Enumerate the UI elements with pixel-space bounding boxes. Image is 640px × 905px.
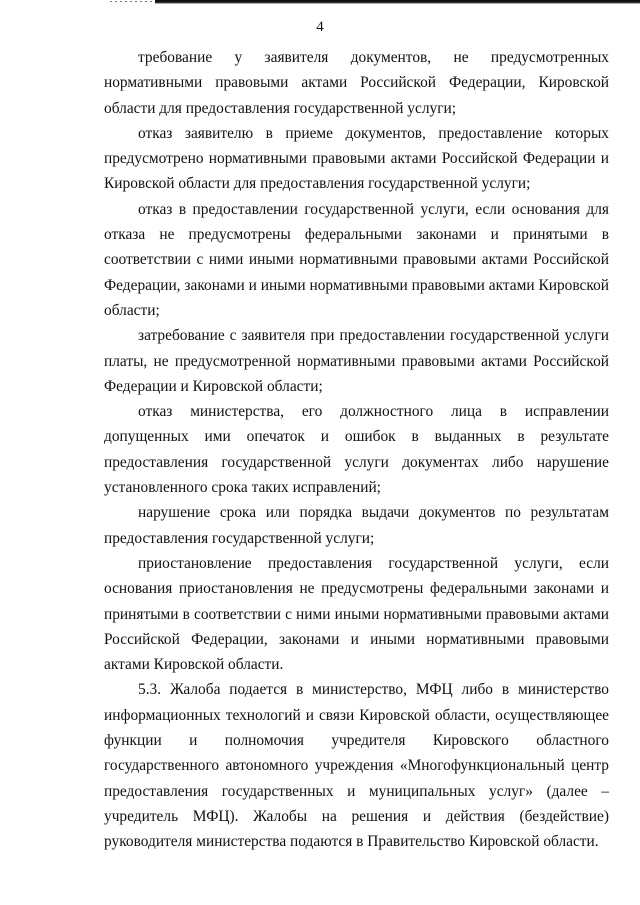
scan-edge-artifact bbox=[110, 1, 155, 2]
paragraph-refusal-acceptance: отказ заявителю в приеме документов, предоставление которых предусмотрено нормативными правовыми актами Российской Федерации и Кировской области для предоставления государственной услуги; bbox=[104, 124, 609, 193]
paragraph-issue-violation: нарушение срока или порядка выдачи документов по результатам предоставления государственной услуги; bbox=[104, 504, 609, 547]
document-body bbox=[104, 45, 609, 855]
paragraph-fee-demand: затребование с заявителя при предоставлении государственной услуги платы, не предусмотренной нормативными правовыми актами Российской Федерации и Кировской области; bbox=[104, 327, 609, 395]
page-number: 4 bbox=[316, 19, 324, 35]
scan-edge-artifact bbox=[155, 0, 640, 4]
paragraph-refusal-correction: отказ министерства, его должностного лица в исправлении допущенных ими опечаток и ошибок в выданных в результате предоставления государственной услуги документах либо нарушение установленного срока таких исправлений; bbox=[104, 403, 609, 497]
paragraph-suspension: приостановление предоставления государственной услуги, если основания приостановления не предусмотрены федеральными законами и принятыми в соответствии с ними иными нормативными правовыми актами Российской Федерации, законами и иными нормативными правовыми актами Кировской области. bbox=[104, 554, 609, 674]
paragraph-refusal-service: отказ в предоставлении государственной услуги, если основания для отказа не предусмотрены федеральными законами и принятыми в соответствии с ними иными нормативными правовыми актами Российской Федерации, законами и иными нормативными правовыми актами Кировской области; bbox=[104, 200, 609, 319]
paragraph-section-5-3: 5.3. Жалоба подается в министерство, МФЦ либо в министерство информационных технологий и связи Кировской области, осуществляющее функции и полномочия учредителя Кировского областного государственного автономного учреждения «Многофункциональный центр предоставления государственных и муниципальных услуг» (далее – учредитель МФЦ). Жалобы на решения и действия (бездействие) руководителя министерства подаются в Правительство Кировской области. bbox=[104, 681, 609, 851]
paragraph-requirement-documents: требование у заявителя документов, не предусмотренных нормативными правовыми актами Российской Федерации, Кировской области для предоставления государственной услуги; bbox=[104, 49, 609, 117]
